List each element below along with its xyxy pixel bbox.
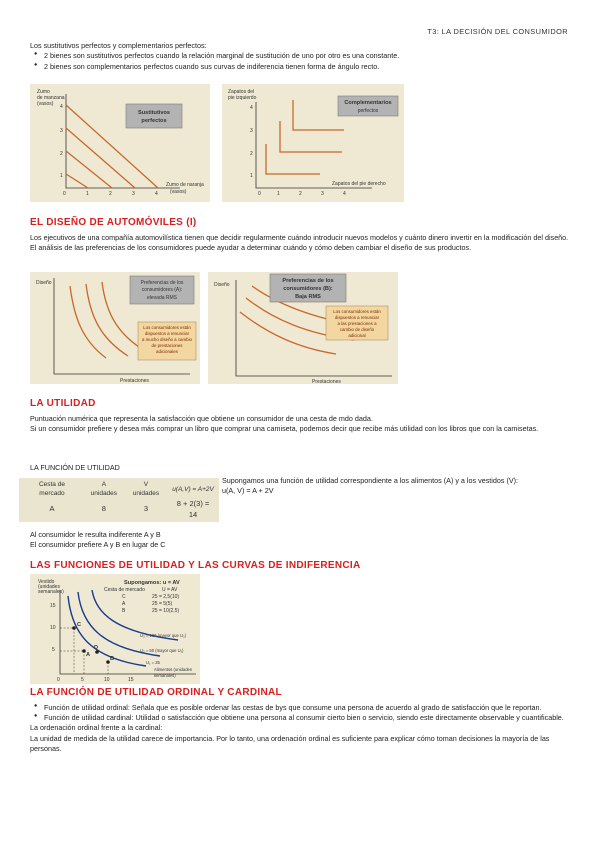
fig2-xtick: 4: [343, 191, 346, 197]
table-cell: 8: [101, 504, 106, 514]
fig1-indifference-line-2: [66, 151, 112, 188]
fig3-note-5: adicionales: [156, 349, 178, 354]
fig5-row-label: A: [122, 601, 126, 607]
fig5-row-label: B: [122, 608, 126, 614]
fig2-ytick: 1: [250, 173, 253, 179]
fig4-label-1: Preferencias de los: [282, 278, 334, 284]
utility-table-header: Cesta de mercado: [38, 481, 65, 498]
utility-paragraph-2: Si un consumidor prefiere y desea más comprar un libro que comprar una camiseta, podemos decir que recibe más utilidad con los libros que con la camisetas.: [30, 423, 539, 433]
fig2-indifference-curve-2: [280, 121, 342, 152]
table-cell: 3: [143, 504, 149, 514]
table-cell: [21, 521, 83, 522]
utility-paragraph-1: Puntuación numérica que representa la satisfacción que obtiene un consumidor de una cesta de mdo dada.: [30, 413, 373, 423]
fig1-xtick: 4: [155, 191, 158, 197]
fig5-xlabel-2: semanales): [154, 673, 176, 678]
fig3-xlabel: Prestaciones: [120, 378, 149, 384]
fig2-ytick: 3: [250, 128, 253, 134]
fig1-label-line-1: Sustitutivos: [137, 110, 171, 116]
fig5-point-label: B: [110, 656, 115, 662]
table-cell: [167, 521, 219, 522]
page-header-title: T3: LA DECISIÓN DEL CONSUMIDOR: [427, 27, 568, 36]
ordinal-paragraph-2: La unidad de medida de la utilidad carece de importancia. Por lo tanto, una ordenación ordinal es suficiente para explicar cómo toman decisiones la mayoría de las personas.: [30, 733, 550, 754]
utility-function-heading: [30, 463, 575, 473]
utility-side-paragraph: Supongamos una función de utilidad correspondiente a los alimentos (A) y a los vestidos (V):: [222, 476, 519, 485]
fig4-label-3: Baja RMS: [295, 294, 321, 300]
fig3-ylabel: Diseño: [36, 280, 52, 286]
fig1-ylabel-1: Zumo: [37, 89, 50, 95]
substitutes-bullet-2: ● 2 bienes son complementarios perfectos cuando sus curvas de indiferencia tienen forma de ángulo recto.: [30, 62, 575, 72]
fig2-label-line-1: Complementarios: [344, 100, 392, 106]
design-preferences-a-chart: [30, 272, 200, 384]
fig4-xlabel: Prestaciones: [312, 379, 341, 384]
fig5-xtick: 10: [104, 677, 110, 683]
fig5-row-value: 25 = 5(5): [152, 601, 173, 607]
fig2-ytick: 2: [250, 151, 253, 157]
utility-side-formula: u(A, V) = A + 2V: [222, 486, 274, 496]
ordinal-paragraph-1: La ordenación ordinal frente a la cardinal:: [30, 723, 163, 733]
fig1-ytick: 3: [60, 128, 63, 134]
ordinal-bullet-1: ● Función de utilidad ordinal: Señala que es posible ordenar las cestas de bys que consume una persona de acuerdo al grado de satisfacción que le reportan.: [30, 703, 575, 713]
fig3-note-4: de prestaciones: [151, 343, 183, 348]
utility-title: LA UTILIDAD: [30, 398, 96, 409]
fig4-note-4: cambio de diseño: [339, 327, 375, 332]
fig4-ylabel: Diseño: [214, 282, 230, 288]
car-design-paragraph-1: Los ejecutivos de una compañía automovilística tienen que decidir regularmente cuándo introducir nuevos modelos y cuánto dinero invertir en la modificación del diseño.: [30, 232, 569, 242]
fig1-ytick: 1: [60, 173, 63, 179]
utility-table-header-row: [21, 480, 219, 499]
utility-function-title: LA FUNCIÓN DE UTILIDAD: [30, 463, 120, 472]
utility-table-header: u(A,V) = A+2V: [172, 485, 214, 493]
utility-side-text: [222, 476, 572, 497]
fig4-note-2: dispuestos a renunciar: [334, 315, 380, 320]
design-preferences-b-chart: [208, 272, 398, 384]
fig1-xlabel-1: Zumo de naranja: [166, 182, 204, 188]
fig5-ytick: 10: [50, 625, 56, 631]
fig2-xtick: 0: [258, 191, 261, 197]
fig2-indifference-curve-3: [293, 100, 344, 130]
car-design-paragraph-2: El análisis de las preferencias de los consumidores puede ayudar a determinar cuándo y cómo deben cambiar el diseño de sus productos.: [30, 242, 472, 252]
fig5-ylabel-1: Vestido: [38, 579, 55, 585]
fig5-point-label: C: [77, 622, 82, 628]
ordinal-cardinal-section: [30, 686, 575, 755]
fig5-point-label: D: [94, 645, 99, 651]
fig5-point-label: A: [86, 652, 91, 658]
fig4-note-5: adicional: [348, 333, 366, 338]
table-cell: A: [49, 504, 55, 514]
fig2-ytick: 4: [250, 105, 253, 111]
fig1-xtick: 0: [63, 191, 66, 197]
table-cell: [83, 521, 125, 522]
utility-table-box: [19, 478, 219, 522]
fig4-curve-1: [240, 312, 336, 354]
substitutes-bullet-1: ● 2 bienes son sustitutivos perfectos cuando la relación marginal de sustitución de uno por otro es una constante.: [30, 51, 575, 61]
utility-conclusions: [30, 530, 575, 551]
fig4-note-1: Los consumidores están: [333, 309, 381, 314]
utility-conclusion-1: Al consumidor le resulta indiferente A y B: [30, 530, 161, 539]
fig3-label-3: elevada RMS: [146, 295, 178, 301]
fig1-label-box: [126, 104, 182, 128]
fig3-label-1: Preferencias de los: [140, 280, 184, 286]
utility-table-header: A unidades: [90, 481, 118, 498]
ordinal-bullet-2: ● Función de utilidad cardinal: Utilidad o satisfacción que obtiene una persona al consumir cierto bien o servicio, siendo este directamente observable y cuantificable.: [30, 713, 575, 723]
car-design-section: [30, 216, 575, 253]
fig1-ylabel-3: (vasos): [37, 101, 54, 107]
fig5-header-cesta: Cesta de mercado: [104, 587, 145, 593]
fig1-label-line-2: perfectos: [141, 118, 167, 124]
utility-table-header: V unidades: [132, 481, 160, 498]
table-cell: [125, 521, 167, 522]
fig5-ylabel-3: semanales): [38, 589, 64, 595]
perfect-complements-chart: [222, 84, 404, 202]
fig2-xtick: 2: [299, 191, 302, 197]
fig3-note-1: Los consumidores están: [143, 325, 191, 330]
fig5-row-label: C: [122, 594, 126, 600]
fig5-u2-label: U₂ = 50 (mayor que U₁): [140, 648, 184, 653]
fig1-xtick: 2: [109, 191, 112, 197]
fig5-xlabel-1: Alimentos (unidades: [154, 667, 192, 672]
fig1-xtick: 3: [132, 191, 135, 197]
fig1-indifference-line-1: [66, 174, 88, 188]
fig3-label-2: consumidores (A):: [141, 287, 183, 293]
fig1-ylabel-2: de manzana: [37, 95, 65, 101]
utility-table: [21, 480, 219, 522]
fig5-header-u: U = AV: [162, 587, 178, 593]
fig4-note-3: a las prestaciones a: [337, 321, 377, 326]
indifference-title: LAS FUNCIONES DE UTILIDAD Y LAS CURVAS DE INDIFERENCIA: [30, 560, 361, 571]
fig2-xtick: 1: [277, 191, 280, 197]
fig1-ytick: 4: [60, 104, 63, 110]
utility-indifference-chart: [30, 574, 200, 684]
fig2-label-line-2: perfectos: [357, 108, 379, 114]
fig1-ytick: 2: [60, 151, 63, 157]
fig2-xlabel: Zapatos del pie derecho: [332, 181, 386, 187]
fig2-xtick: 3: [321, 191, 324, 197]
table-cell: 8 + 2(3) = 14: [176, 498, 210, 519]
fig5-u3-label: U₃ = 100 (mayor que U₂): [140, 633, 187, 638]
substitutes-intro: Los sustitutivos perfectos y complementarios perfectos:: [30, 41, 207, 50]
fig5-ytick: 5: [52, 647, 55, 653]
fig5-ylabel-2: (unidades: [38, 584, 60, 590]
perfect-substitutes-chart: [30, 84, 210, 202]
fig3-note-3: a mucho diseño a cambio: [141, 337, 193, 342]
utility-section: [30, 397, 575, 434]
fig1-xlabel-2: (vasos): [170, 189, 187, 195]
indifference-section: [30, 559, 575, 574]
utility-conclusion-2: El consumidor prefiere A y B en lugar de C: [30, 540, 166, 550]
fig3-note-2: dispuestos a renunciar: [144, 331, 190, 336]
fig2-indifference-curve-1: [266, 144, 320, 174]
fig5-row-value: 25 = 10(2,5): [152, 608, 180, 614]
fig5-u1-label: U₁ = 25: [146, 660, 160, 665]
fig5-xtick: 0: [57, 677, 60, 683]
table-row: [21, 499, 219, 521]
fig5-ytick: 15: [50, 603, 56, 609]
ordinal-cardinal-title: LA FUNCIÓN DE UTILIDAD ORDINAL Y CARDINAL: [30, 687, 282, 698]
fig2-ylabel-2: pie izquierdo: [228, 95, 257, 101]
fig2-ylabel-1: Zapatos del: [228, 89, 255, 95]
fig5-row-value: 25 = 2,5(10): [152, 594, 180, 600]
car-design-title: EL DISEÑO DE AUTOMÓVILES (I): [30, 217, 197, 228]
fig5-xtick: 15: [128, 677, 134, 683]
table-row: [21, 521, 219, 522]
fig1-xtick: 1: [86, 191, 89, 197]
fig4-label-2: consumidores (B):: [283, 286, 333, 292]
fig5-xtick: 5: [81, 677, 84, 683]
fig5-point-c: [72, 626, 76, 630]
substitutes-section: [30, 41, 575, 72]
fig5-supongamos: Supongamos: u = AV: [124, 580, 180, 586]
